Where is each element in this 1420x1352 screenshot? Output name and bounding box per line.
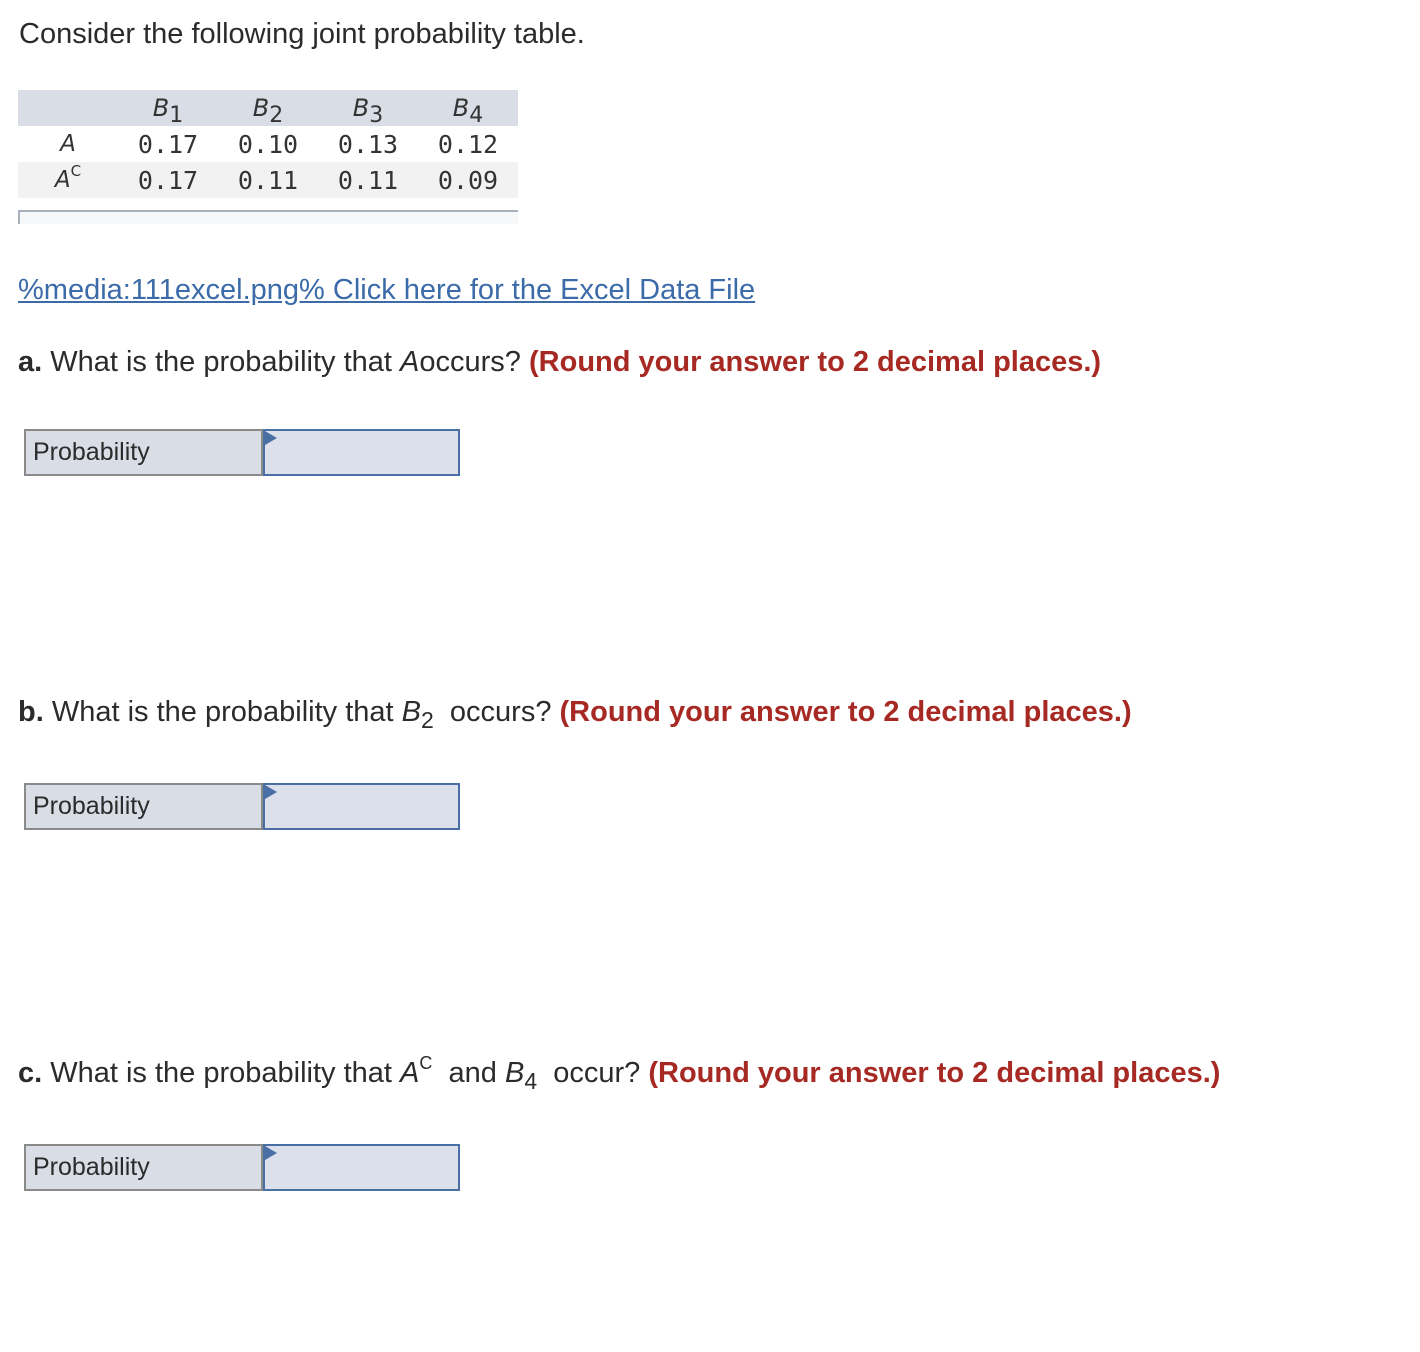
table-cell: 0.10 <box>237 129 299 159</box>
probability-input-b[interactable] <box>265 785 458 828</box>
answer-input-box[interactable] <box>263 429 460 476</box>
probability-input-c[interactable] <box>265 1146 458 1189</box>
joint-probability-table <box>18 90 518 198</box>
table-row-a <box>18 126 518 162</box>
answer-input-box[interactable] <box>263 783 460 830</box>
rounding-hint: (Round your answer to 2 decimal places.) <box>529 346 1102 378</box>
answer-label: Probability <box>24 429 263 476</box>
table-cell: 0.13 <box>337 129 399 159</box>
table-cell: 0.09 <box>437 165 499 195</box>
answer-label: Probability <box>24 783 263 830</box>
table-cell: 0.17 <box>137 165 199 195</box>
corner-cell <box>18 90 118 126</box>
excel-data-file-link[interactable]: %media:111excel.png% Click here for the Excel Data File <box>18 274 756 306</box>
table-cell: 0.12 <box>437 129 499 159</box>
column-header-b3: $B_3$ <box>352 94 384 128</box>
question-b: b. What is the probability that $B_2$ occurs? (Round your answer to 2 decimal places.) <box>18 696 1132 733</box>
question-letter: c. <box>18 1057 43 1089</box>
answer-row-a <box>24 429 460 476</box>
question-letter: b. <box>18 696 44 728</box>
question-a: a. What is the probability that Aoccurs? (Round your answer to 2 decimal places.) <box>18 346 1102 378</box>
probability-input-a[interactable] <box>265 431 458 474</box>
column-header-b1: $B_1$ <box>152 94 184 128</box>
question-letter: a. <box>18 346 43 378</box>
question-c: c. What is the probability that $A^C$ and $B_4$ occur? (Round your answer to 2 decimal places.) <box>18 1053 1221 1094</box>
answer-row-b <box>24 783 460 830</box>
triangle-flag-icon <box>265 785 277 799</box>
table-header-row <box>18 90 518 126</box>
intro-text: Consider the following joint probability table. <box>19 18 585 50</box>
answer-label: Probability <box>24 1144 263 1191</box>
rounding-hint: (Round your answer to 2 decimal places.) <box>559 696 1132 728</box>
triangle-flag-icon <box>265 431 277 445</box>
row-label-a: A <box>60 131 76 157</box>
column-header-b2: $B_2$ <box>252 94 284 128</box>
table-cell: 0.11 <box>337 165 399 195</box>
triangle-flag-icon <box>265 1146 277 1160</box>
row-label-a-complement: $A^C$ <box>54 162 82 193</box>
rounding-hint: (Round your answer to 2 decimal places.) <box>648 1057 1221 1089</box>
column-header-b4: $B_4$ <box>452 94 484 128</box>
table-row-a-complement <box>18 162 518 198</box>
answer-input-box[interactable] <box>263 1144 460 1191</box>
table-cell: 0.11 <box>237 165 299 195</box>
answer-row-c <box>24 1144 460 1191</box>
table-cell: 0.17 <box>137 129 199 159</box>
table-scrollbar[interactable] <box>18 210 518 224</box>
